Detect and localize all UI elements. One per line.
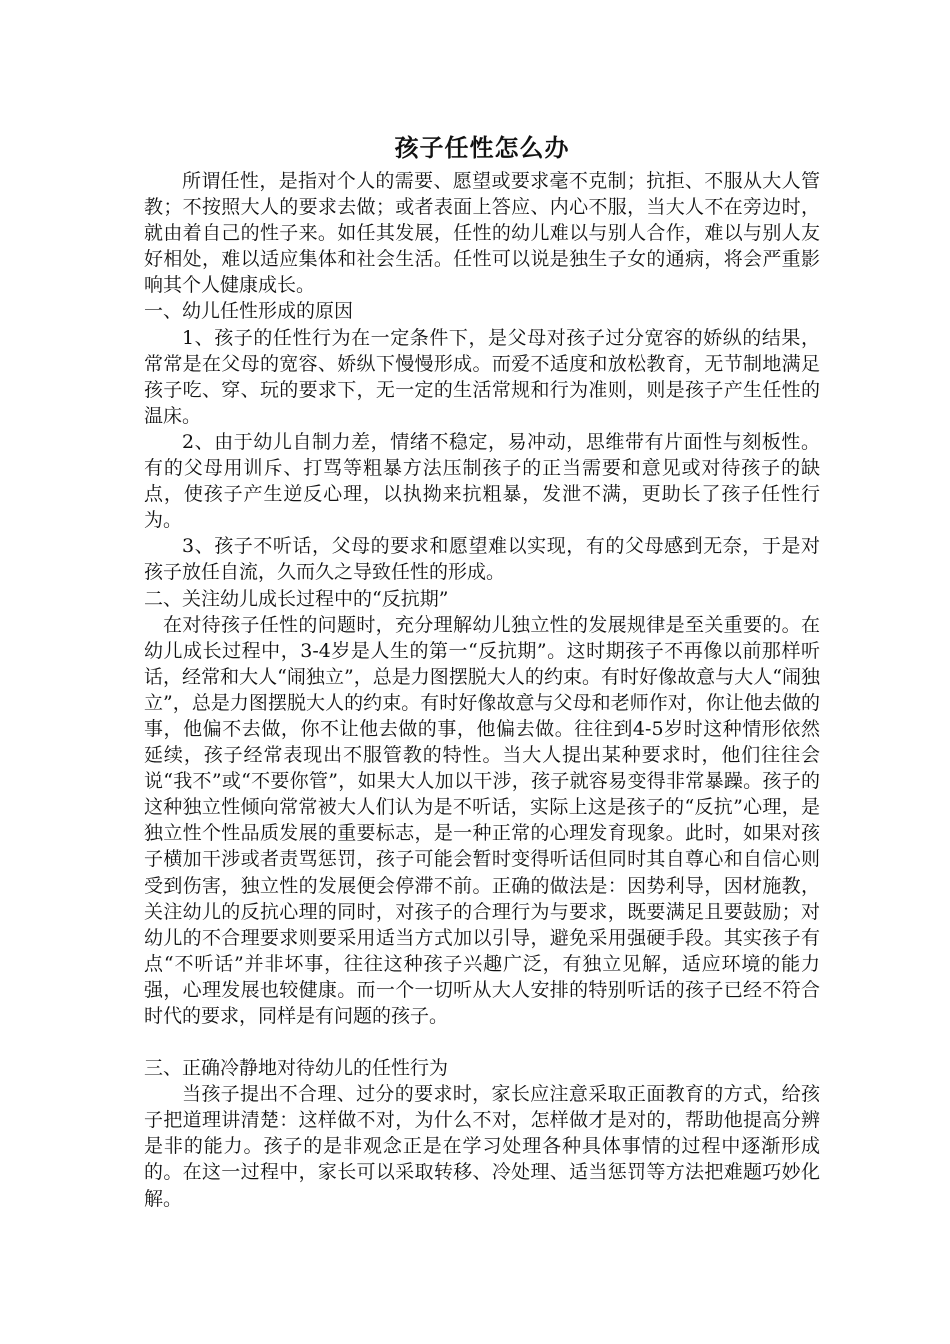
section-2-heading: 二、关注幼儿成长过程中的“反抗期”	[144, 587, 449, 610]
section-2-paragraph-1: 在对待孩子任性的问题时，充分理解幼儿独立性的发展规律是至关重要的。在幼儿成长过程中，3-4岁是人生的第一“反抗期”。这时期孩子不再像以前那样听话，经常和大人“闹独立”，总是力图摆脱大人的约束。有时好像故意与大人“闹独立”，总是力图摆脱大人的约束。有时好像故意与父母和老师作对，你让他去做的事，他偏不去做，你不让他去做的事，他偏去做。往往到4-5岁时这种情形依然延续，孩子经常表现出不服管教的特性。当大人提出某种要求时，他们往往会说“我不”或“不要你管”，如果大人加以干涉，孩子就容易变得非常暴躁。孩子的这种独立性倾向常常被大人们认为是不听话，实际上这是孩子的“反抗”心理，是独立性个性品质发展的重要标志，是一种正常的心理发育现象。此时，如果对孩子横加干涉或者责骂惩罚，孩子可能会暂时变得听话但同时其自尊心和自信心则受到伤害，独立性的发展便会停滞不前。正确的做法是：因势利导，因材施教，关注幼儿的反抗心理的同时，对孩子的合理行为与要求，既要满足且要鼓励；对幼儿的不合理要求则要采用适当方式加以引导，避免采用强硬手段。其实孩子有点“不听话”并非坏事，往往这种孩子兴趣广泛，有独立见解，适应环境的能力强，心理发展也较健康。而一个一切听从大人安排的特别听话的孩子已经不符合时代的要求，同样是有问题的孩子。	[144, 613, 820, 1027]
section-3-paragraph-1: 当孩子提出不合理、过分的要求时，家长应注意采取正面教育的方式，给孩子把道理讲清楚：这样做不对，为什么不对，怎样做才是对的，帮助他提高分辨是非的能力。孩子的是非观念正是在学习处理各种具体事情的过程中逐渐形成的。在这一过程中，家长可以采取转移、冷处理、适当惩罚等方法把难题巧妙化解。	[144, 1083, 820, 1210]
intro-paragraph: 所谓任性，是指对个人的需要、愿望或要求毫不克制；抗拒、不服从大人管教；不按照大人的要求去做；或者表面上答应、内心不服，当大人不在旁边时，就由着自己的性子来。如任其发展，任性的幼儿难以与别人合作，难以与别人友好相处，难以适应集体和社会生活。任性可以说是独生子女的通病，将会严重影响其个人健康成长。	[144, 170, 820, 297]
section-1-paragraph-2: 2、由于幼儿自制力差，情绪不稳定，易冲动，思维带有片面性与刻板性。有的父母用训斥、打骂等粗暴方法压制孩子的正当需要和意见或对待孩子的缺点，使孩子产生逆反心理，以执拗来抗粗暴，发泄不满，更助长了孩子任性行为。	[144, 430, 820, 532]
section-3-heading: 三、正确冷静地对待幼儿的任性行为	[144, 1057, 449, 1080]
section-1-heading: 一、幼儿任性形成的原因	[144, 300, 354, 323]
section-1-paragraph-3: 3、孩子不听话，父母的要求和愿望难以实现，有的父母感到无奈，于是对孩子放任自流，久而久之导致任性的形成。	[144, 535, 820, 584]
paragraph-spacer	[144, 1029, 820, 1055]
document-page	[144, 128, 820, 1212]
section-1-paragraph-1: 1、孩子的任性行为在一定条件下，是父母对孩子过分宽容的娇纵的结果，常常是在父母的宽容、娇纵下慢慢形成。而爱不适度和放松教育，无节制地满足孩子吃、穿、玩的要求下，无一定的生活常规和行为准则，则是孩子产生任性的温床。	[144, 326, 820, 427]
document-title: 孩子任性怎么办	[394, 134, 570, 162]
